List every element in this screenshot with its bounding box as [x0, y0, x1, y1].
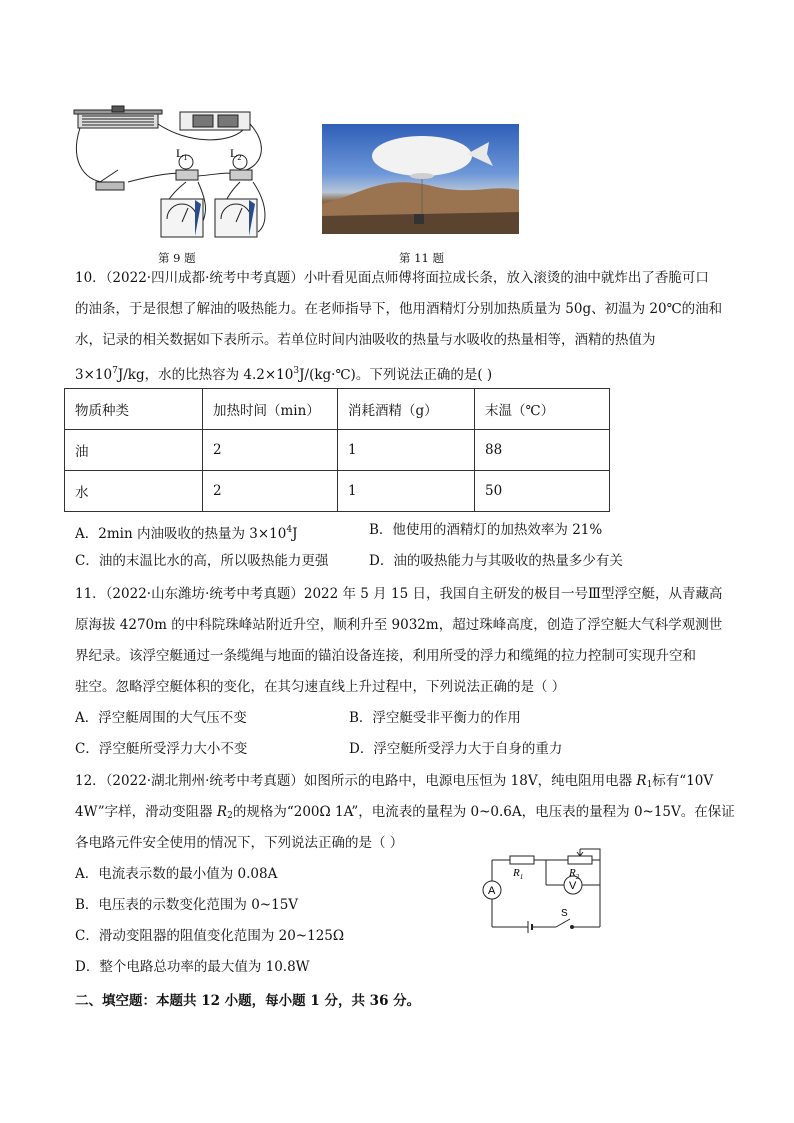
lamp-1-label: $L_1$	[176, 146, 188, 162]
table-cell: 88	[475, 430, 610, 471]
q12-text-line-3: 各电路元件安全使用的情况下，下列说法正确的是（ ）	[75, 835, 404, 851]
q11-option-d: D．浮空艇所受浮力大于自身的重力	[349, 741, 563, 757]
q10-option-c: C．油的末温比水的高，所以吸热能力更强	[75, 553, 329, 569]
ammeter-label: A	[488, 885, 496, 897]
q10-option-d: D．油的吸热能力与其吸收的热量多少有关	[369, 553, 623, 569]
table-header-row	[65, 389, 610, 430]
q10-text-line-2: 的油条，于是很想了解油的吸热能力。在老师指导下，他用酒精灯分别加热质量为 50g、初温为 20℃的油和	[75, 301, 723, 317]
figure-9-caption: 第 9 题	[158, 251, 196, 265]
table-row	[65, 430, 610, 471]
r2-label: $R_2$	[569, 867, 580, 881]
q12-option-d: D．整个电路总功率的最大值为 10.8W	[75, 959, 310, 975]
lamp-2-label: $L_2$	[230, 146, 242, 162]
q11-text-line-4: 驻空。忽略浮空艇体积的变化，在其匀速直线上升过程中，下列说法正确的是（ ）	[75, 679, 566, 695]
q11-option-b: B．浮空艇受非平衡力的作用	[349, 710, 521, 726]
q12-option-c: C．滑动变阻器的阻值变化范围为 20~125Ω	[75, 928, 345, 944]
r1-resistor	[510, 856, 534, 864]
figure-11-caption: 第 11 题	[399, 251, 444, 265]
q10-text-line-1: 10．（2022·四川成都·统考中考真题）小叶看见面点师傅将面拉成长条，放入滚烫的油中就炸出了香脆可口	[75, 270, 709, 286]
q10-text-line-3: 水，记录的相关数据如下表所示。若单位时间内油吸收的热量与水吸收的热量相等，酒精的热值为	[75, 332, 656, 348]
r1-label: $R_1$	[513, 867, 524, 881]
table-cell: 2	[203, 430, 338, 471]
table-header-cell: 末温（℃）	[475, 389, 610, 430]
table-cell: 2	[203, 471, 338, 512]
r2-resistor	[568, 856, 592, 864]
figure-9-circuit	[68, 104, 273, 250]
q11-option-c: C．浮空艇所受浮力大小不变	[75, 741, 248, 757]
q11-text-line-2: 原海拔 4270m 的中科院珠峰站附近升空，顺利升至 9032m，超过珠峰高度，创造了浮空艇大气科学观测世	[75, 617, 723, 633]
table-cell: 1	[338, 430, 475, 471]
q11-option-a: A．浮空艇周围的大气压不变	[75, 710, 247, 726]
table-cell: 水	[65, 471, 203, 512]
table-cell: 50	[475, 471, 610, 512]
q10-text-line-4: $3\times 10^7J/kg$，水的比热容为 $4.2\times 10^3J/(kg\cdot℃)$。下列说法正确的是( )	[75, 366, 493, 383]
q10-option-a: A．2min 内油吸收的热量为 $3\times 10^4J$	[75, 525, 298, 542]
table-header-cell: 消耗酒精（g）	[338, 389, 475, 430]
table-cell: 1	[338, 471, 475, 512]
q12-text-line-2: 4W”字样，滑动变阻器 $R_2$的规格为“200Ω 1A”，电流表的量程为 0~0.6A，电压表的量程为 0~15V。在保证	[75, 804, 735, 821]
q12-text-line-1: 12．（2022·湖北荆州·统考中考真题）如图所示的电路中，电源电压恒为 18V，纯电阻用电器 $R_1$标有“10V	[75, 773, 714, 790]
table-row	[65, 471, 610, 512]
q10-data-table	[64, 388, 610, 512]
q11-text-line-1: 11．（2022·山东潍坊·统考中考真题）2022 年 5 月 15 日，我国自主研发的极目一号Ⅲ型浮空艇，从青藏高	[75, 586, 723, 602]
q12-option-b: B．电压表的示数变化范围为 0~15V	[75, 897, 299, 913]
voltmeter-label: V	[569, 880, 577, 892]
q12-circuit-diagram	[480, 845, 605, 935]
section-2-heading: 二、填空题：本题共 12 小题，每小题 1 分，共 36 分。	[75, 993, 421, 1009]
q11-text-line-3: 界纪录。该浮空艇通过一条缆绳与地面的锚泊设备连接，利用所受的浮力和缆绳的拉力控制可实现升空和	[75, 648, 696, 664]
switch-label: S	[561, 908, 568, 919]
q12-option-a: A．电流表示数的最小值为 0.08A	[75, 866, 278, 882]
table-header-cell: 物质种类	[65, 389, 203, 430]
figure-11-airship-photo	[322, 124, 519, 234]
table-header-cell: 加热时间（min）	[203, 389, 338, 430]
table-cell: 油	[65, 430, 203, 471]
q10-option-b: B．他使用的酒精灯的加热效率为 21%	[369, 522, 603, 538]
